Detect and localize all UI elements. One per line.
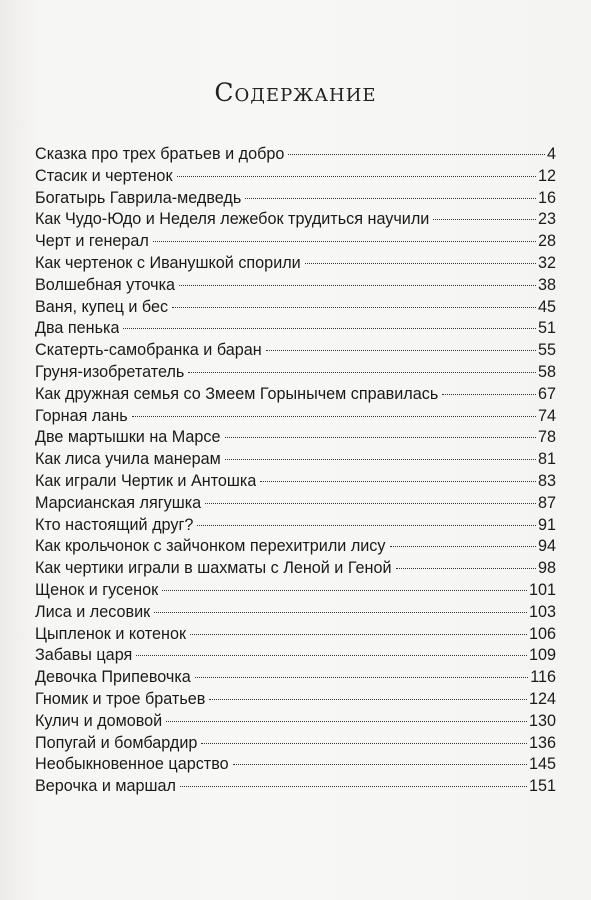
toc-entry [35,754,556,776]
toc-entry-page-number: 87 [537,493,556,512]
toc-entry-page-number: 106 [528,624,556,643]
toc-entry [35,318,556,340]
toc-entry-page-number: 98 [537,559,556,578]
toc-entry-page-number: 45 [537,297,556,316]
dot-leader [166,721,527,722]
toc-entry [35,515,556,537]
toc-entry-page-number: 109 [528,646,556,665]
toc-entry-page-number: 32 [537,253,556,272]
toc-entry-page-number: 83 [537,471,556,490]
dot-leader [245,198,536,199]
toc-entry [35,188,556,210]
toc-entry [35,253,556,275]
dot-leader [190,634,527,635]
toc-entry-title: Лиса и лесовик [35,602,151,621]
toc-entry-title: Щенок и гусенок [35,580,159,599]
toc-entry [35,166,556,188]
toc-entry [35,144,556,166]
toc-entry-page-number: 124 [528,689,556,708]
dot-leader [172,307,536,308]
toc-entry-title: Как крольчонок с зайчонком перехитрили лису [35,537,386,556]
toc-entry-page-number: 78 [537,428,556,447]
toc-entry-page-number: 16 [537,188,556,207]
toc-entry [35,602,556,624]
toc-entry [35,275,556,297]
dot-leader [225,459,536,460]
toc-entry [35,209,556,231]
toc-entry [35,558,556,580]
toc-entry-page-number: 23 [537,210,556,229]
dot-leader [266,350,536,351]
toc-entry-title: Как играли Чертик и Антошка [35,471,257,490]
dot-leader [197,525,536,526]
toc-entry [35,624,556,646]
toc-entry [35,580,556,602]
toc-entry [35,427,556,449]
dot-leader [123,328,536,329]
toc-entry-page-number: 136 [528,733,556,752]
toc-entry-title: Как лиса учила манерам [35,450,221,469]
toc-entry-page-number: 151 [528,777,556,796]
dot-leader [288,154,545,155]
toc-entry-page-number: 101 [528,580,556,599]
toc-entry [35,231,556,253]
toc-entry-title: Сказка про трех братьев и добро [35,145,285,163]
toc-entry-title: Цыпленок и котенок [35,624,187,643]
toc-entry-title: Волшебная уточка [35,275,176,294]
dot-leader [153,241,536,242]
toc-entry-title: Горная лань [35,406,128,425]
toc-entry-page-number: 145 [528,755,556,774]
toc-entry [35,406,556,428]
dot-leader [233,764,527,765]
toc-entry-page-number: 55 [537,341,556,360]
toc-entry-page-number: 103 [528,602,556,621]
toc-entry-page-number: 74 [537,406,556,425]
toc-entry-title: Скатерть-самобранка и баран [35,341,262,360]
toc-entry-title: Марсианская лягушка [35,493,202,512]
toc-entry-title: Гномик и трое братьев [35,689,206,708]
dot-leader [180,786,527,787]
dot-leader [390,546,536,547]
table-of-contents [35,144,556,798]
dot-leader [177,176,536,177]
toc-entry-title: Как Чудо-Юдо и Неделя лежебок трудиться научили [35,210,430,229]
dot-leader [195,677,528,678]
toc-entry [35,711,556,733]
toc-entry [35,645,556,667]
dot-leader [396,568,536,569]
toc-entry-page-number: 81 [537,450,556,469]
dot-leader [154,612,527,613]
toc-entry-title: Как дружная семья со Змеем Горынычем справилась [35,384,439,403]
toc-entry-page-number: 91 [537,515,556,534]
dot-leader [162,590,527,591]
toc-entry-title: Ваня, купец и бес [35,297,169,316]
dot-leader [209,699,527,700]
toc-entry-page-number: 116 [530,668,556,687]
toc-entry-page-number: 28 [537,232,556,251]
dot-leader [205,503,536,504]
toc-entry-title: Стасик и чертенок [35,166,173,185]
toc-entry [35,776,556,798]
toc-entry-page-number: 58 [537,362,556,381]
toc-entry [35,384,556,406]
toc-entry [35,733,556,755]
dot-leader [433,219,536,220]
toc-entry [35,536,556,558]
toc-entry-title: Кто настоящий друг? [35,515,194,534]
dot-leader [201,743,527,744]
toc-entry-title: Необыкновенное царство [35,755,229,774]
toc-entry [35,297,556,319]
toc-entry-title: Кулич и домовой [35,711,163,730]
toc-entry-title: Богатырь Гаврила-медведь [35,188,242,207]
toc-entry-title: Черт и генерал [35,232,149,251]
toc-entry-page-number: 12 [537,166,556,185]
dot-leader [260,481,536,482]
page-title: Содержание [214,78,377,107]
dot-leader [136,655,527,656]
dot-leader [188,372,536,373]
toc-entry-title: Попугай и бомбардир [35,733,198,752]
toc-entry [35,362,556,384]
toc-entry-page-number: 67 [537,384,556,403]
toc-entry [35,493,556,515]
toc-entry [35,340,556,362]
toc-entry [35,471,556,493]
toc-entry-title: Два пенька [35,319,120,338]
dot-leader [132,416,536,417]
toc-entry-title: Забавы царя [35,646,133,665]
toc-entry-page-number: 4 [546,145,556,163]
toc-entry-page-number: 130 [528,711,556,730]
toc-entry-title: Верочка и маршал [35,777,176,796]
dot-leader [442,394,536,395]
toc-entry-title: Груня-изобретатель [35,362,185,381]
toc-entry-page-number: 38 [537,275,556,294]
dot-leader [179,285,536,286]
toc-entry [35,689,556,711]
toc-entry [35,667,556,689]
toc-entry-page-number: 51 [537,319,556,338]
toc-entry [35,449,556,471]
toc-entry-title: Девочка Припевочка [35,668,191,687]
toc-entry-title: Как чертики играли в шахматы с Леной и Геной [35,559,392,578]
dot-leader [305,263,536,264]
toc-entry-page-number: 94 [537,537,556,556]
dot-leader [225,437,536,438]
toc-entry-title: Две мартышки на Марсе [35,428,221,447]
toc-entry-title: Как чертенок с Иванушкой спорили [35,253,301,272]
